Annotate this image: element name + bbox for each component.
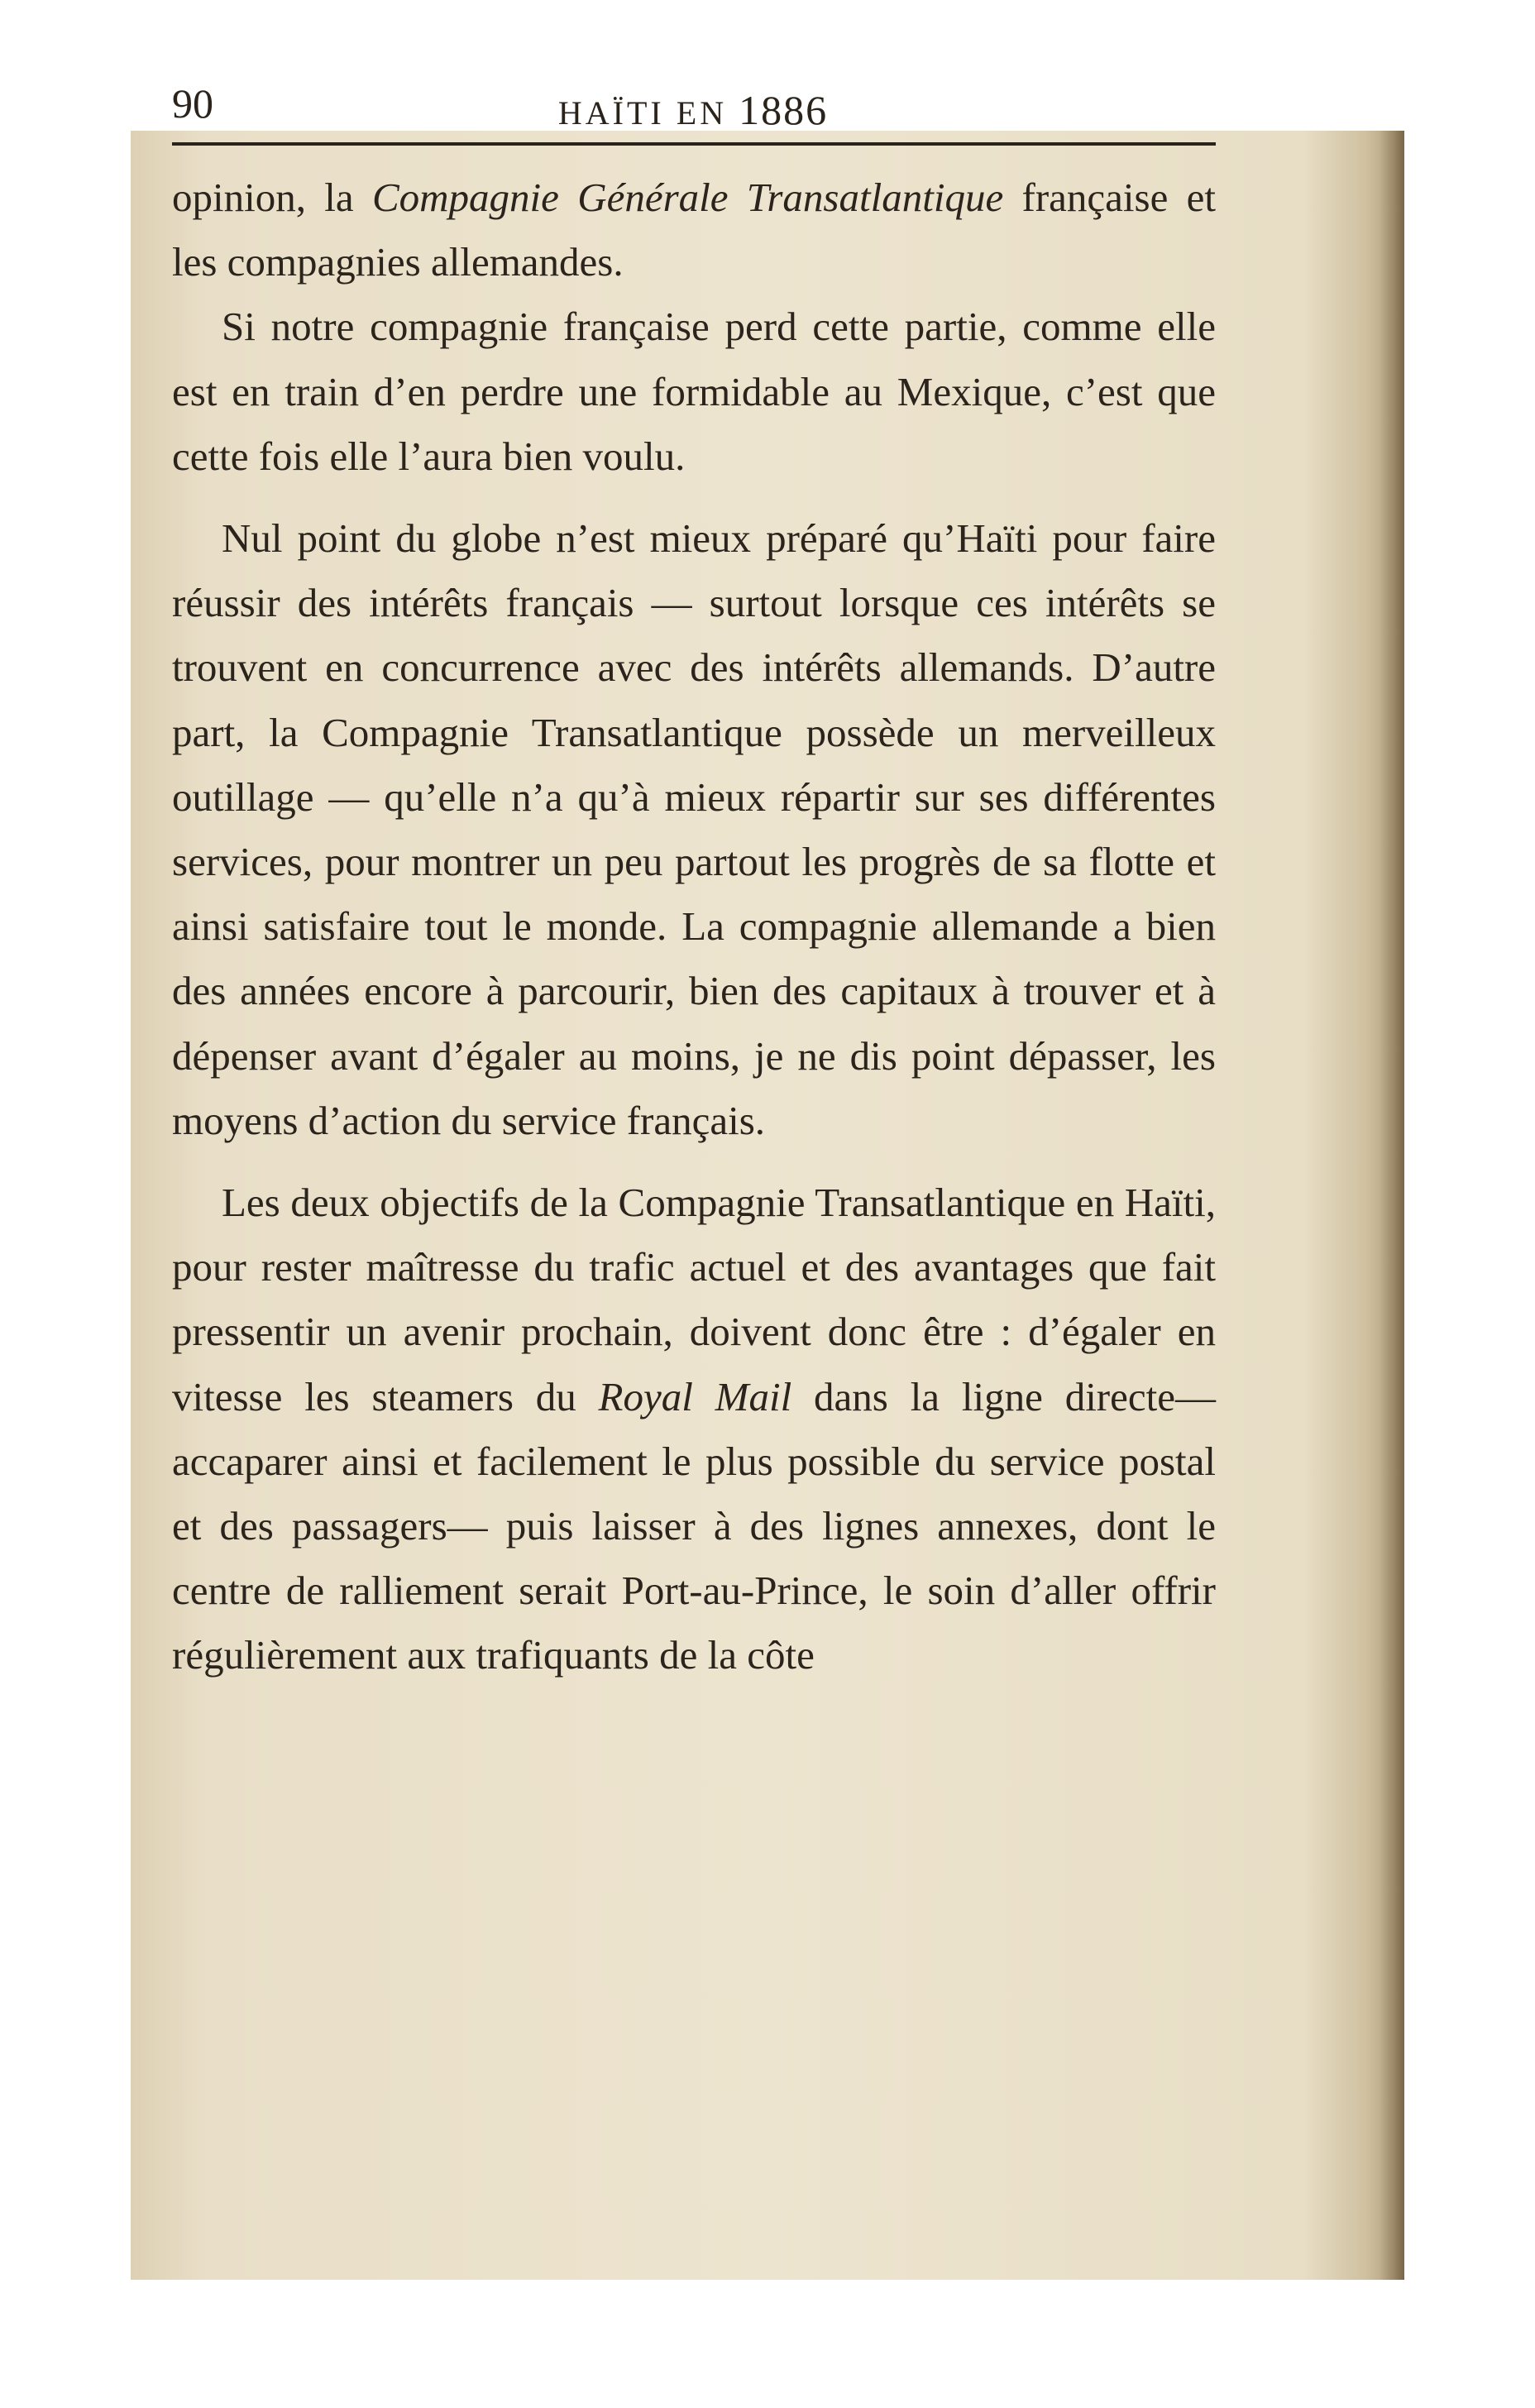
running-header [172, 79, 1214, 137]
paragraph-4-text-b: dans la ligne directe—accaparer ainsi et facilement le plus possible du service postal et des passagers— puis laisser à des lignes annexes, dont le centre de ralliement serait Port-au-Prince, le soin d’aller offrir régulièrement aux trafiquants de la côte [172, 1373, 1216, 1678]
paragraph-1-text-a: opinion, la [172, 175, 372, 220]
paragraph-4-text-a: Les deux objectifs de la Compagnie Transatlantique en Haïti, pour rester maîtresse du trafic actuel et des avantages que fait pressentir un avenir prochain, doivent donc être : d’égaler en vitesse les steamers du [172, 1180, 1216, 1419]
paragraph-2: Si notre compagnie française perd cette partie, comme elle est en train d’en perdre une formidable au Mexique, c’est que cette fois elle l’aura bien voulu. [172, 304, 1216, 479]
page-number: 90 [172, 80, 213, 127]
paragraph-4-italic: Royal Mail [598, 1373, 792, 1419]
paragraph-1 [172, 165, 1216, 294]
running-title-year: 1886 [739, 87, 829, 133]
running-title-text: HAÏTI EN [557, 94, 739, 132]
paragraph-1-italic: Compagnie Générale Transatlantique [371, 175, 1004, 220]
body-text [172, 165, 1216, 1688]
paragraph-3: Nul point du globe n’est mieux préparé qu’Haïti pour faire réussir des intérêts français — surtout lorsque ces intérêts se trouvent en concurrence avec des intérêts allemands. D’autre part, la Compagnie Transatlantique possède un merveilleux outillage — qu’elle n’a qu’à mieux répartir sur ses différentes services, pour montrer un peu partout les progrès de sa flotte et ainsi satisfaire tout le monde. La compagnie allemande a bien des années encore à parcourir, bien des capitaux à trouver et à dépenser avant d’égaler au moins, je ne dis point dépasser, les moyens d’action du service français. [172, 515, 1216, 1143]
page-binding-shadow [1380, 131, 1404, 2280]
header-rule [172, 142, 1216, 146]
paragraph-4 [172, 1170, 1216, 1688]
running-title [172, 86, 1214, 134]
paragraph-1-text-b: française et les compagnies allemandes. [172, 175, 1216, 285]
